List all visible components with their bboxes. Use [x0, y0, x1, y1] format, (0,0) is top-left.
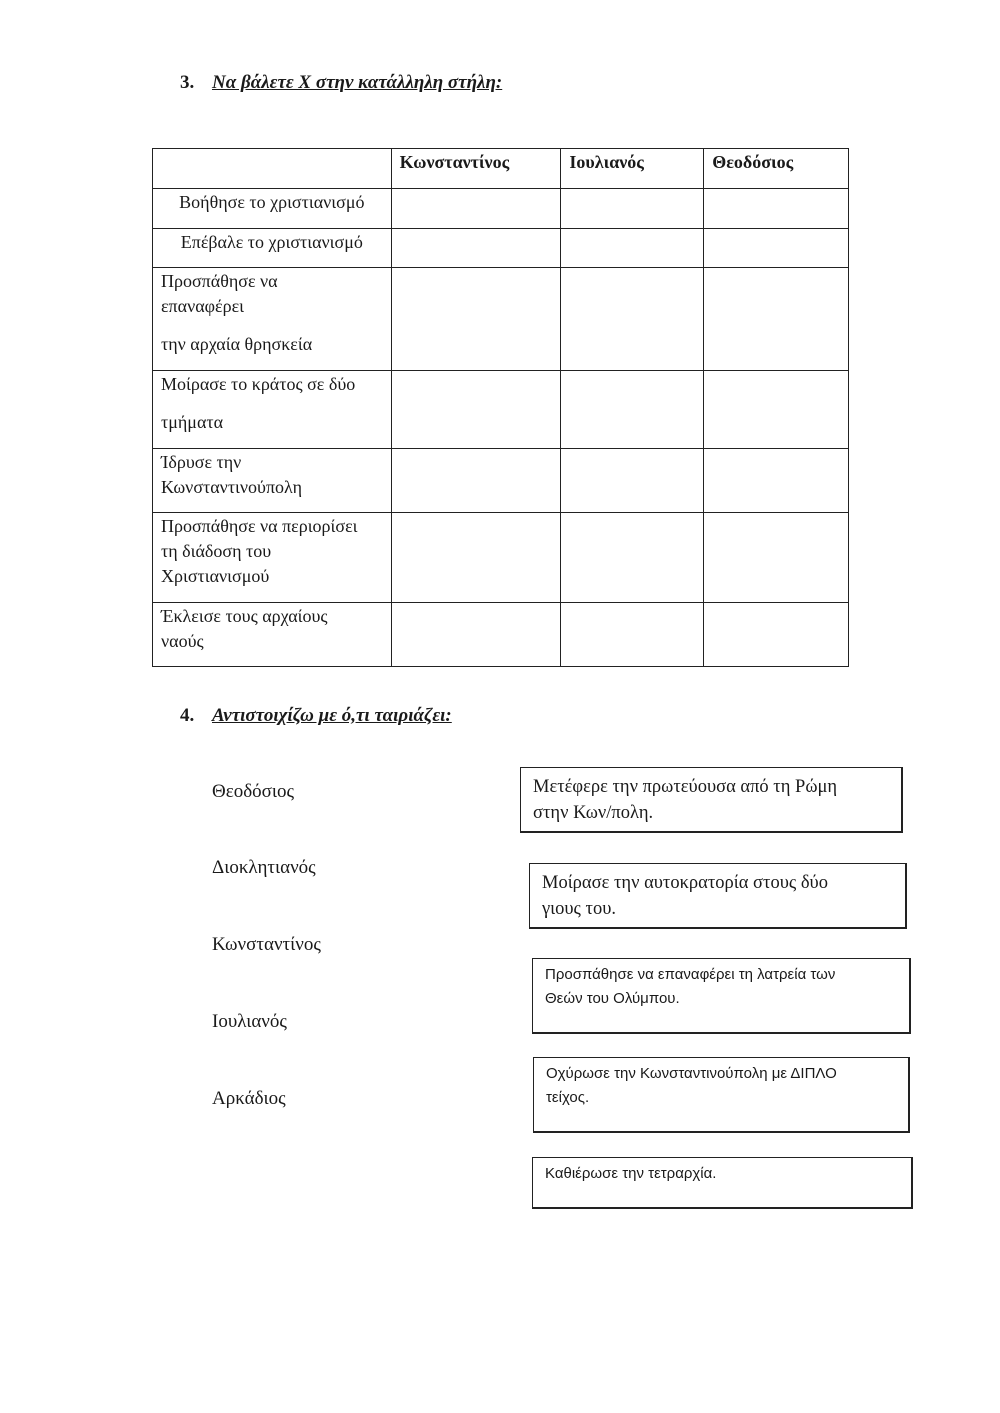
match-name-ioulianos[interactable]: Ιουλιανός — [212, 1011, 287, 1032]
table-row — [153, 449, 849, 513]
table-row — [153, 268, 849, 371]
section-4-heading — [180, 705, 452, 727]
row-label-line: Προσπάθησε να — [161, 271, 278, 291]
row-label — [153, 449, 392, 513]
answer-cell[interactable] — [704, 449, 849, 513]
table-row — [153, 371, 849, 449]
table-row — [153, 603, 849, 667]
answer-cell[interactable] — [561, 371, 704, 449]
answer-cell[interactable] — [704, 513, 849, 603]
row-label-line: Βοήθησε το χριστιανισμό — [179, 192, 365, 212]
answer-cell[interactable] — [391, 229, 561, 268]
table-header-row — [153, 149, 849, 189]
statement-line: τείχος. — [546, 1089, 590, 1106]
row-label-line: Έκλεισε τους αρχαίους — [161, 606, 328, 626]
row-label — [153, 229, 392, 268]
match-name-arkadios[interactable]: Αρκάδιος — [212, 1088, 286, 1109]
table-row — [153, 513, 849, 603]
answer-cell[interactable] — [561, 603, 704, 667]
section-4-number: 4. — [180, 705, 195, 726]
statement-line: Μετέφερε την πρωτεύουσα από τη Ρώμη — [533, 777, 838, 797]
row-label-line: Χριστιανισμού — [161, 566, 270, 586]
emperor-table — [152, 148, 849, 667]
header-label: Κωνσταντίνος — [399, 152, 510, 172]
statement-line: Θεών του Ολύμπου. — [545, 990, 680, 1007]
row-label — [153, 268, 392, 371]
row-label-line: Ίδρυσε την — [161, 452, 242, 472]
row-label-line: επαναφέρει — [161, 296, 244, 316]
row-label — [153, 189, 392, 229]
match-statement-box[interactable] — [532, 1157, 913, 1209]
row-label — [153, 513, 392, 603]
answer-cell[interactable] — [704, 268, 849, 371]
row-label-line: την αρχαία θρησκεία — [161, 334, 313, 354]
answer-cell[interactable] — [704, 229, 849, 268]
header-ioulianos — [561, 149, 704, 189]
header-label: Θεοδόσιος — [712, 152, 794, 172]
row-label-line: Κωνσταντινούπολη — [161, 477, 303, 497]
statement-line: στην Κων/πολη. — [533, 803, 654, 823]
match-statement-box[interactable] — [533, 1057, 910, 1133]
match-statement-box[interactable] — [529, 863, 907, 929]
answer-cell[interactable] — [391, 449, 561, 513]
match-name-konstantinos[interactable]: Κωνσταντίνος — [212, 934, 321, 955]
row-label — [153, 371, 392, 449]
row-label-line: ναούς — [161, 631, 204, 651]
header-label: Ιουλιανός — [569, 152, 644, 172]
match-name-diokletianos[interactable]: Διοκλητιανός — [212, 857, 316, 878]
answer-cell[interactable] — [704, 371, 849, 449]
statement-line: Προσπάθησε να επαναφέρει τη λατρεία των — [545, 966, 836, 983]
answer-cell[interactable] — [391, 603, 561, 667]
table-row — [153, 189, 849, 229]
statement-line: γιους του. — [542, 899, 616, 919]
table-row — [153, 229, 849, 268]
match-name-theodosios[interactable]: Θεοδόσιος — [212, 781, 295, 802]
section-4-title: Αντιστοιχίζω με ό,τι ταιριάζει: — [212, 705, 452, 726]
statement-line: Οχύρωσε την Κωνσταντινούπολη με ΔΙΠΛΟ — [546, 1065, 837, 1082]
row-label-line: τη διάδοση του — [161, 541, 272, 561]
section-3-heading — [180, 72, 502, 94]
header-empty — [153, 149, 392, 189]
header-konstantinos — [391, 149, 561, 189]
statement-line: Μοίρασε την αυτοκρατορία στους δύο — [542, 873, 828, 893]
answer-cell[interactable] — [561, 513, 704, 603]
row-label-line: Μοίρασε το κράτος σε δύο — [161, 374, 356, 394]
answer-cell[interactable] — [704, 189, 849, 229]
answer-cell[interactable] — [391, 513, 561, 603]
answer-cell[interactable] — [561, 189, 704, 229]
header-theodosios — [704, 149, 849, 189]
row-label-line: τμήματα — [161, 412, 224, 432]
row-label — [153, 603, 392, 667]
answer-cell[interactable] — [391, 189, 561, 229]
answer-cell[interactable] — [561, 449, 704, 513]
answer-cell[interactable] — [704, 603, 849, 667]
section-3-title: Να βάλετε Χ στην κατάλληλη στήλη: — [212, 72, 503, 93]
section-3-number: 3. — [180, 72, 195, 93]
row-label-line: Επέβαλε το χριστιανισμό — [180, 232, 363, 252]
answer-cell[interactable] — [391, 371, 561, 449]
match-statement-box[interactable] — [520, 767, 903, 833]
row-label-line: Προσπάθησε να περιορίσει — [161, 516, 358, 536]
answer-cell[interactable] — [561, 268, 704, 371]
statement-line: Καθιέρωσε την τετραρχία. — [545, 1165, 717, 1182]
answer-cell[interactable] — [561, 229, 704, 268]
match-statement-box[interactable] — [532, 958, 911, 1034]
answer-cell[interactable] — [391, 268, 561, 371]
